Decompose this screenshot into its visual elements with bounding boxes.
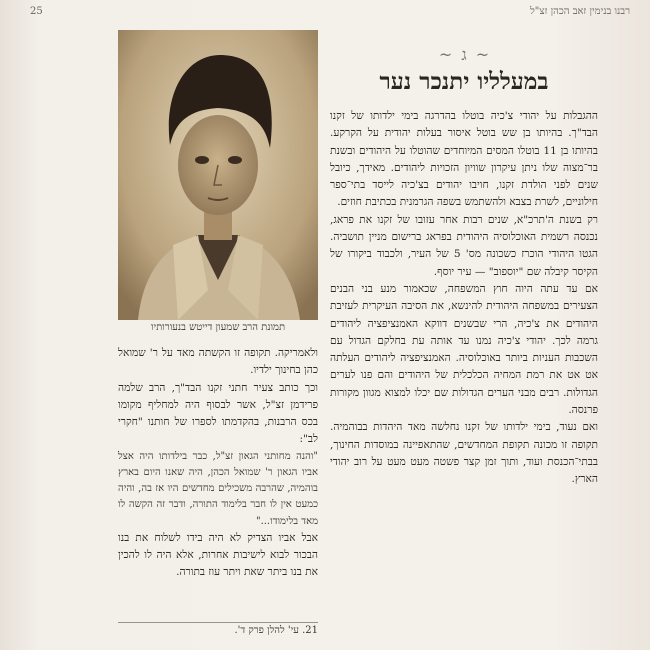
running-header [30, 0, 630, 22]
paragraph: ואם נעוד, בימי ילדותו של זקנו נחלשה מאד היהדות בבוהמיה. תקופה זו מכונה תקופת המחדשים, שהתאפיינה במוסדות החינוך, בבתי־הכנסת ועוד, ותוך זמן קצר פשטה מעט מעט על רוב יהודי הארץ. [330, 421, 598, 486]
paragraph: אבל אביו הצדיק לא היה בידו לשלוח את בנו הבכור לבוא לישיבות אחרות, אלא היה לו להכין את בנו ביתר שאת ויתר עוז בתורה. [118, 531, 318, 579]
paragraph: ההגבלות על יהודי צ'כיה בוטלו בהדרגה בימי ילדותו של זקנו הבד"ך. בהיותו בן שש בוטל איסור בעלות יהודית על הקרקע. בהיותו בן 11 בוטלו המסים המיוחדים שהוטלו על היהודים ובשנת בר־מצוה שלו ניתן עיקרון שוויון הזכויות ליהודים. מאידך, כיובל שנים לפני הולדת זקנו, חויבו יהודים בצ'כיה לייסד בתי־ספר חילוניים, לשרת בצבא ולהשתמש בשפה הגרמנית בכתיבת חוזים. [330, 110, 598, 209]
ornament-left: ~ [438, 45, 455, 64]
quotation: "והנה מחותני הגאון זצ"ל, כבר בילדותו היה אצל אביו הגאון ר' שמואל הכהן, היה שאנו היום בארץ בוהמיה, שהרבה משכילים מחדשים היו אז בה, והיה כמעט אין לו חבר בלימוד התורה, ודבר זה הקשה לו מאד בלימודו..." [118, 450, 318, 527]
portrait-photo [118, 30, 318, 320]
portrait-image [118, 30, 318, 320]
chapter-number [405, 45, 525, 65]
footnote: 21. עי' להלן פרק ד'. [118, 622, 318, 636]
right-text-column [330, 108, 598, 638]
ornament-right: ~ [475, 45, 492, 64]
paragraph: וכך כותב צעיר חתני זקנו הבד"ך, הרב שלמה פרידמן זצ"ל, אשר לבסוף היה למחליף מקומו בכס הרבנות, בהקדמתו לספרו של חותנו "חקרי לב": [118, 381, 318, 446]
page-number: 25 [30, 5, 43, 17]
chapter-title: במעלליו יתנכר נער [379, 68, 549, 95]
running-title: רבנו בנימין זאב הכהן זצ"ל [530, 5, 630, 17]
paragraph: ולאמריקה. תקופה זו הקשתה מאד על ר' שמואל כהן בחינוך ילדיו. [118, 347, 318, 377]
photo-caption: תמונת הרב שמעון דייטש בנעורותיו [150, 322, 286, 333]
left-text-column [118, 345, 318, 607]
paragraph: רק בשנת ה'תרכ"א, שנים רבות אחר עזובו של זקנו את פראג, נכנסה רשמית האוכלוסיה היהודית בפראג ברישום מניין תושביה. הגטו היהודי הוכרז כשכונה מס' 5 של העיר, ולכבוד ביקורו של הקיסר קיבלה שם "יוספוב" — עיר יוסף. [330, 213, 598, 278]
chapter-letter: ג [461, 45, 469, 64]
paragraph: אם עד עתה היוה חוץ המשפחה, שכאמור מנע בני הבנים הצעירים במשפחה היהודית להינשא, את הסיבה העיקרית לעזיבת היהודים את צ'כיה, הרי שבשנים דווקא האמנציפציה ליהודים גרמה לכך. יהודי צ'כיה נמנו עד אותה עת בחלקם הגדול עם השכבות העניות ביותר באוכלוסיה. האמנציפציה ליהודים העלתה אט אט את רמת המחיה הכלכלית של היהודים והם פנו לערים הגדולות. רבים מבני הערים הגדולות שם יכלו למצוא מגוון מקורות פרנסה. [330, 282, 598, 417]
